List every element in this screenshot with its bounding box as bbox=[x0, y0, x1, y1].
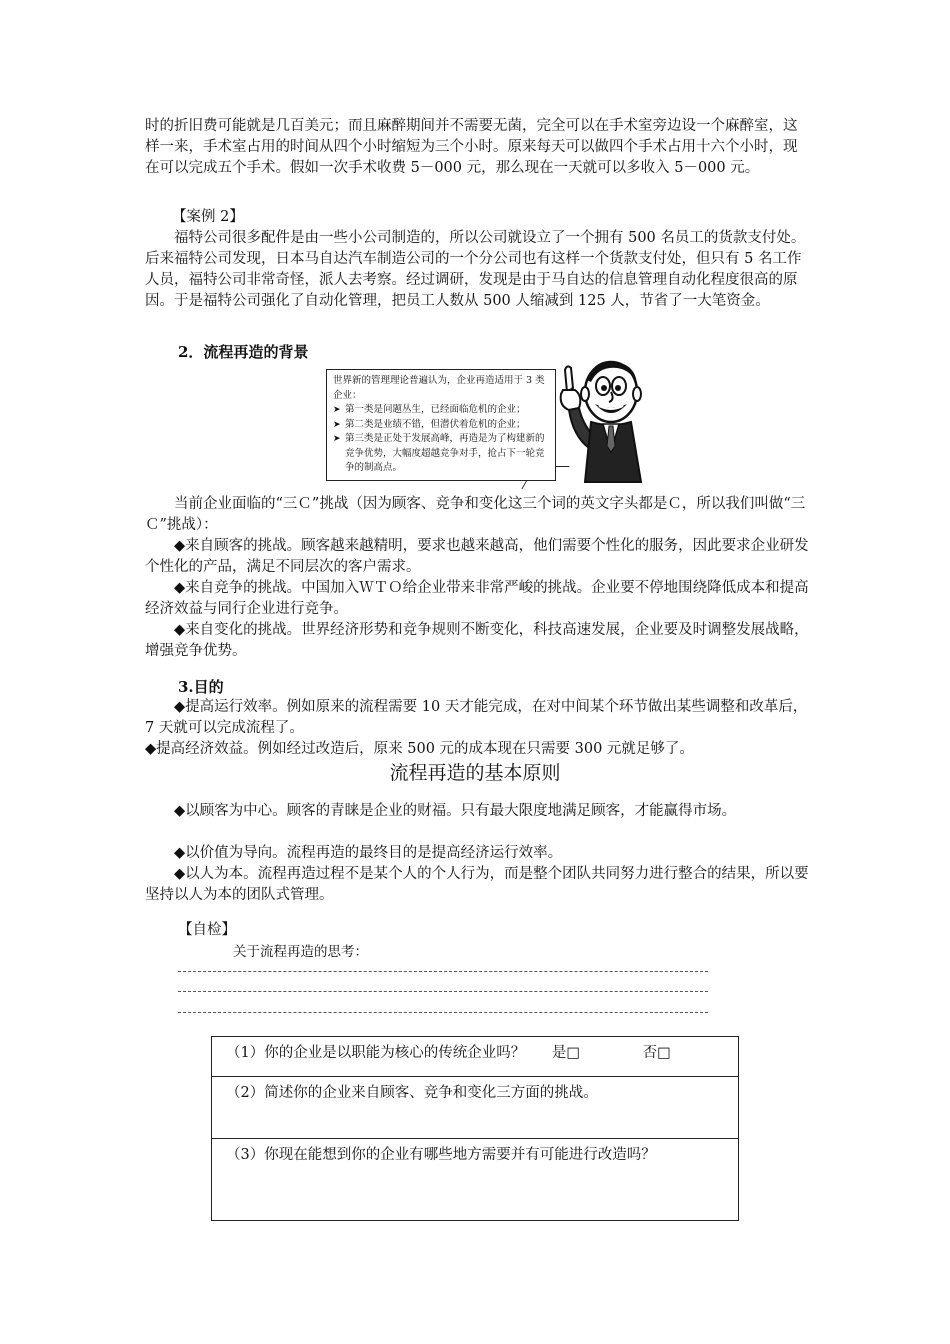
principle-value: ◆以价值为导向。流程再造的最终目的是提高经济运行效率。 bbox=[174, 845, 563, 861]
purpose-efficiency: ◆提高运行效率。例如原来的流程需要 10 天才能完成，在对中间某个环节做出某些调整和改革后，7 天就可以完成流程了。 bbox=[145, 699, 808, 736]
challenge-competition: ◆来自竞争的挑战。中国加入ＷＴＯ给企业带来非常严峻的挑战。企业要不停地围绕降低成本和提高经济效益与同行企业进行竞争。 bbox=[145, 580, 809, 617]
questions-table bbox=[211, 1036, 739, 1221]
challenge-customer: ◆来自顾客的挑战。顾客越来越精明，要求也越来越高，他们需要个性化的服务，因此要求企业研发个性化的产品，满足不同层次的客户需求。 bbox=[145, 538, 809, 575]
callout-item: ➤ 第二类是业绩不错，但潜伏着危机的企业； bbox=[333, 418, 549, 433]
question-3: （3）你现在能想到你的企业有哪些地方需要并有可能进行改造吗？ bbox=[226, 1147, 656, 1163]
challenge-change: ◆来自变化的挑战。世界经济形势和竞争规则不断变化，科技高速发展，企业要及时调整发展战略，增强竞争优势。 bbox=[145, 622, 809, 659]
self-check-prompt: 关于流程再造的思考： bbox=[233, 944, 368, 960]
self-check-label: 【自检】 bbox=[178, 922, 236, 938]
answer-line[interactable] bbox=[178, 971, 708, 972]
purpose-economic: ◆提高经济效益。例如经过改造后，原来 500 元的成本现在只需要 300 元就足够了。 bbox=[145, 741, 694, 757]
principles-title: 流程再造的基本原则 bbox=[389, 762, 561, 784]
callout-box bbox=[326, 369, 556, 481]
intro-paragraph: 时的折旧费可能就是几百美元；而且麻醉期间并不需要无菌，完全可以在手术室旁边设一个麻醉室，这样一来，手术室占用的时间从四个小时缩短为三个小时。原来每天可以做四个手术占用十六个小时，现在可以完成五个手术。假如一次手术收费 5－000 元，那么现在一天就可以多收入 5－000 元。 bbox=[145, 118, 798, 176]
question-2-cell[interactable] bbox=[212, 1077, 739, 1139]
section3-heading: 3.目的 bbox=[178, 678, 224, 696]
question-3-cell[interactable] bbox=[212, 1139, 739, 1221]
callout-item: ➤ 第一类是问题丛生，已经面临危机的企业； bbox=[333, 403, 549, 418]
question-2: （2）简述你的企业来自顾客、竞争和变化三方面的挑战。 bbox=[226, 1085, 598, 1101]
answer-line[interactable] bbox=[178, 1012, 708, 1013]
principle-people: ◆以人为本。流程再造过程不是某个人的个人行为，而是整个团队共同努力进行整合的结果，所以要坚持以人为本的团队式管理。 bbox=[145, 866, 809, 903]
callout-item: ➤ 第三类是正处于发展高峰，再造是为了构建新的竞争优势，大幅度超越竞争对手，抢占下一轮竞争的制高点。 bbox=[333, 432, 549, 476]
no-checkbox[interactable]: 否□ bbox=[642, 1045, 671, 1061]
principle-customer: ◆以顾客为中心。顾客的青睐是企业的财福。只有最大限度地满足顾客，才能赢得市场。 bbox=[174, 803, 737, 819]
callout-intro: 世界新的管理理论普遍认为，企业再造适用于 3 类企业： bbox=[333, 375, 545, 401]
section2-heading: 2．流程再造的背景 bbox=[178, 343, 309, 361]
question-1: （1）你的企业是以职能为核心的传统企业吗？ bbox=[226, 1045, 526, 1061]
answer-line[interactable] bbox=[178, 991, 708, 992]
yes-checkbox[interactable]: 是□ bbox=[551, 1045, 581, 1061]
question-1-cell[interactable] bbox=[212, 1037, 739, 1077]
three-c-intro: 当前企业面临的“三Ｃ”挑战（因为顾客、竞争和变化这三个词的英文字头都是Ｃ，所以我们叫做“三Ｃ”挑战）： bbox=[145, 496, 806, 533]
case2-label: 【案例 2】 bbox=[172, 209, 244, 225]
cartoon-man-pointing-icon bbox=[555, 356, 647, 484]
case2-body: 福特公司很多配件是由一些小公司制造的，所以公司就设立了一个拥有 500 名员工的货款支付处。后来福特公司发现，日本马自达汽车制造公司的一个分公司也有这样一个货款支付处，但只有 5 名工作人员，福特公司非常奇怪，派人去考察。经过调研，发现是由于马自达的信息管理自动化程度很高的原因。于是福特公司强化了自动化管理，把员工人数从 500 人缩减到 125 人，节省了一大笔资金。 bbox=[145, 230, 806, 309]
